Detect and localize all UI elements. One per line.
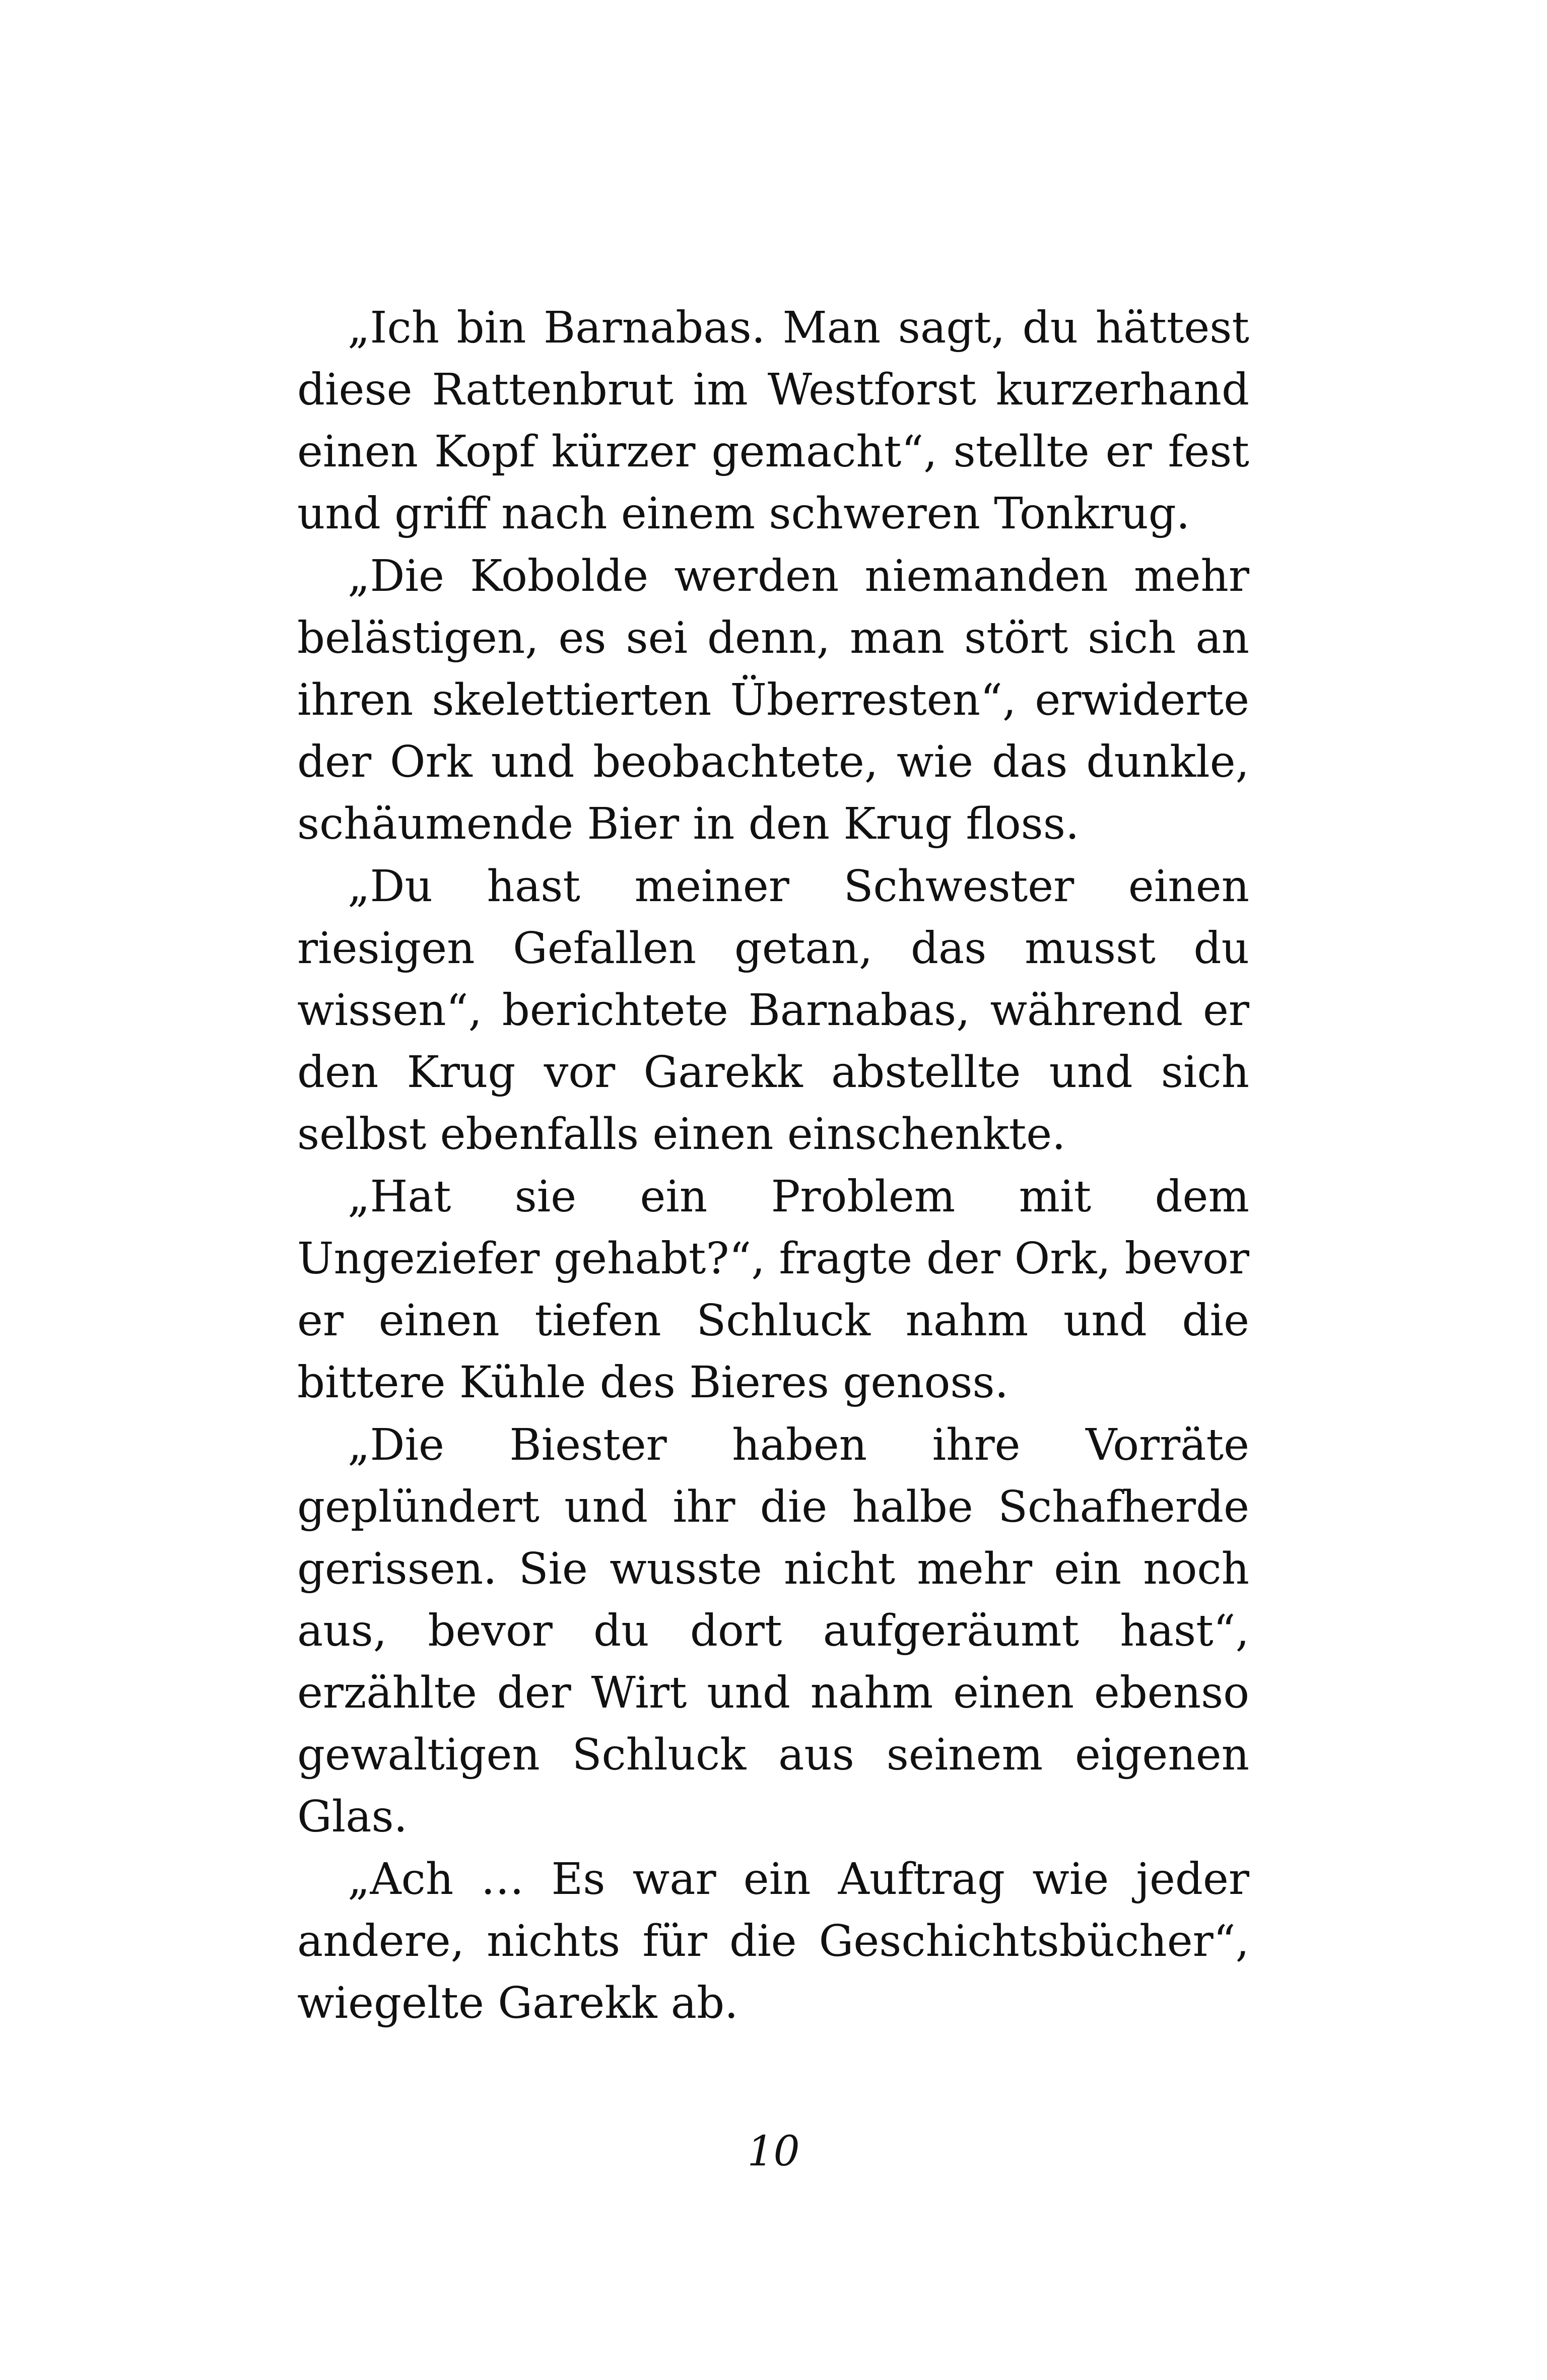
paragraph-6: „Ach … Es war ein Auftrag wie jeder andere, nichts für die Geschichtsbücher“, wiegelte Garekk ab. <box>297 1854 1249 2028</box>
paragraph-3: „Du hast meiner Schwester einen riesigen Gefallen getan, das musst du wissen“, berichtete Barnabas, während er den Krug vor Garekk abstellte und sich selbst ebenfalls einen einschenkte. <box>297 861 1249 1160</box>
paragraph-1: „Ich bin Barnabas. Man sagt, du hättest diese Rattenbrut im Westforst kurzerhand einen Kopf kürzer gemacht“, stellte er fest und griff nach einem schweren Tonkrug. <box>297 303 1249 539</box>
page-number: 10 <box>747 2128 800 2175</box>
paragraph-2: „Die Kobolde werden niemanden mehr belästigen, es sei denn, man stört sich an ihren skelettierten Überresten“, erwiderte der Ork und beobachtete, wie das dunkle, schäumende Bier in den Krug floss. <box>297 551 1249 849</box>
paragraph-4: „Hat sie ein Problem mit dem Ungeziefer gehabt?“, fragte der Ork, bevor er einen tiefen Schluck nahm und die bittere Kühle des Bieres genoss. <box>297 1172 1249 1408</box>
paragraph-5: „Die Biester haben ihre Vorräte geplündert und ihr die halbe Schafherde gerissen. Sie wusste nicht mehr ein noch aus, bevor du dort aufgeräumt hast“, erzählte der Wirt und nahm einen ebenso gewaltigen Schluck aus seinem eigenen Glas. <box>297 1420 1249 1842</box>
body-text <box>297 297 1249 2035</box>
